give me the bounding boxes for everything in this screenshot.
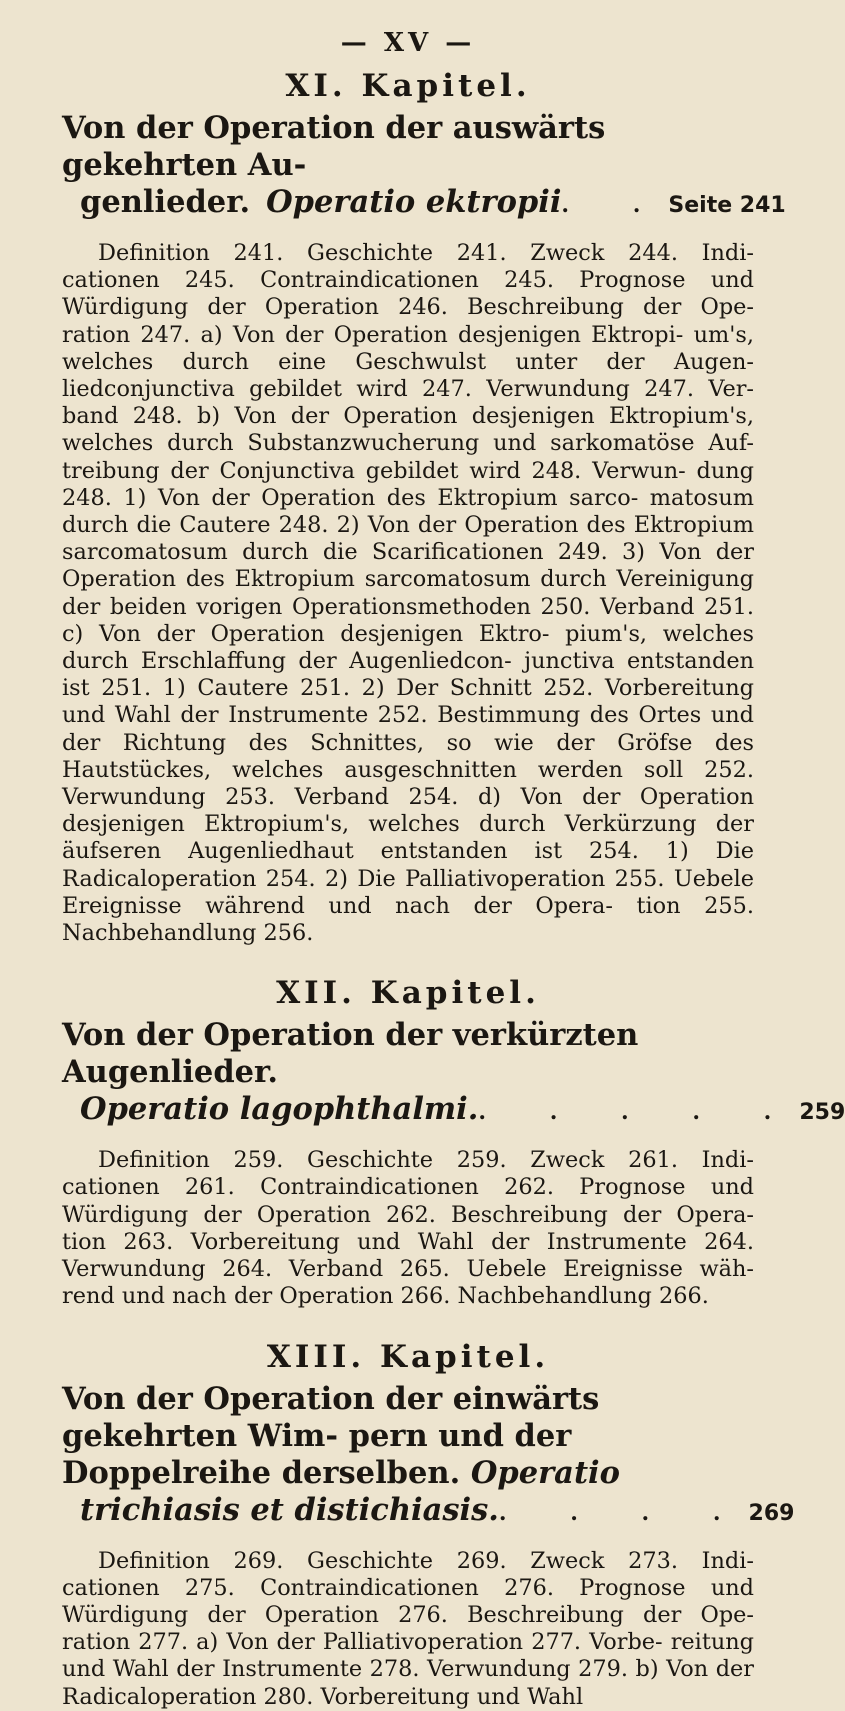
chapter-heading: Von der Operation der auswärts gekehrten Au-	[62, 110, 606, 183]
latin-title: Operatio ektropii	[266, 184, 562, 220]
page-reference: 269	[748, 1500, 795, 1526]
chapter-heading-continuation	[62, 1091, 845, 1131]
chapter-heading	[62, 1381, 754, 1492]
chapter-summary: Definition 241. Geschichte 241. Zweck 244. Indi- cationen 245. Contraindicationen 245. Prognose und Würdigung der Operation 246. Beschreibung der Ope- ration 247. a) Von der Operation desjenigen Ektropi- um's, welches durch eine Geschwulst unter der Augen- liedconjunctiva gebildet wird 247. Verwundung 247. Ver- band 248. b) Von der Operation desjenigen Ektropium's, welches durch Substanzwucherung und sarkomatöse Auf- treibung der Conjunctiva gebildet wird 248. Verwun- dung 248. 1) Von der Operation des Ektropium sarco- matosum durch die Cautere 248. 2) Von der Operation des Ektropium sarcomatosum durch die Scarificationen 249. 3) Von der Operation des Ektropium sarcomatosum durch Vereinigung der beiden vorigen Operationsmethoden 250. Verband 251. c) Von der Operation desjenigen Ektro- pium's, welches durch Erschlaffung der Augenliedcon- junctiva entstanden ist 251. 1) Cautere 251. 2) Der Schnitt 252. Vorbereitung und Wahl der Instrumente 252. Bestimmung des Ortes und der Richtung des Schnittes, so wie der Gröfse des Hautstückes, welches ausgeschnitten werden soll 252. Verwundung 253. Verband 254. d) Von der Operation desjenigen Ektropium's, welches durch Verkürzung der äufseren Augenliedhaut entstanden ist 254. 1) Die Radicaloperation 254. 2) Die Palliativoperation 255. Uebele Ereignisse während und nach der Opera- tion 255. Nachbehandlung 256.	[62, 240, 754, 947]
chapter-heading-continuation	[62, 1491, 795, 1532]
chapter-xii	[62, 975, 845, 1310]
chapter-summary: Definition 269. Geschichte 269. Zweck 273. Indi- cationen 275. Contraindicationen 276. Prognose und Würdigung der Operation 276. Beschreibung der Ope- ration 277. a) Von der Palliativoperation 277. Vorbe- reitung und Wahl der Instrumente 278. Verwundung 279. b) Von der Radicaloperation 280. Vorbereitung und Wahl	[62, 1547, 754, 1710]
chapter-summary: Definition 259. Geschichte 259. Zweck 261. Indi- cationen 261. Contraindicationen 262. Prognose und Würdigung der Operation 262. Beschreibung der Opera- tion 263. Vorbereitung und Wahl der Instrumente 264. Verwundung 264. Verband 265. Uebele Ereignisse wäh- rend und nach der Operation 266. Nachbehandlung 266.	[62, 1147, 754, 1310]
heading-text: genlieder.	[80, 184, 251, 220]
chapter-heading: Von der Operation der verkürzten Augenlieder.	[62, 1017, 639, 1091]
latin-title: trichiasis et distichiasis.	[80, 1491, 499, 1528]
latin-title-start: Operatio	[470, 1454, 620, 1491]
chapter-title: XI. Kapitel.	[285, 68, 531, 104]
chapter-xiii	[62, 1338, 795, 1711]
chapter-heading-continuation	[62, 184, 786, 224]
leader-dots: . .	[561, 192, 669, 218]
chapter-title: XII. Kapitel.	[276, 975, 540, 1012]
latin-title: Operatio lagophthalmi.	[80, 1091, 479, 1128]
leader-dots: . . . .	[498, 1499, 749, 1526]
chapter-xi	[62, 68, 786, 947]
page-header-numeral: — XV —	[340, 28, 476, 58]
page-reference: Seite 241	[668, 193, 786, 218]
chapter-title: XIII. Kapitel.	[266, 1338, 550, 1375]
heading-text: Von der Operation der einwärts gekehrten Wim- pern und der Doppelreihe derselben.	[62, 1380, 600, 1491]
page-reference: 259	[799, 1100, 845, 1126]
leader-dots: . . . . .	[478, 1099, 800, 1126]
